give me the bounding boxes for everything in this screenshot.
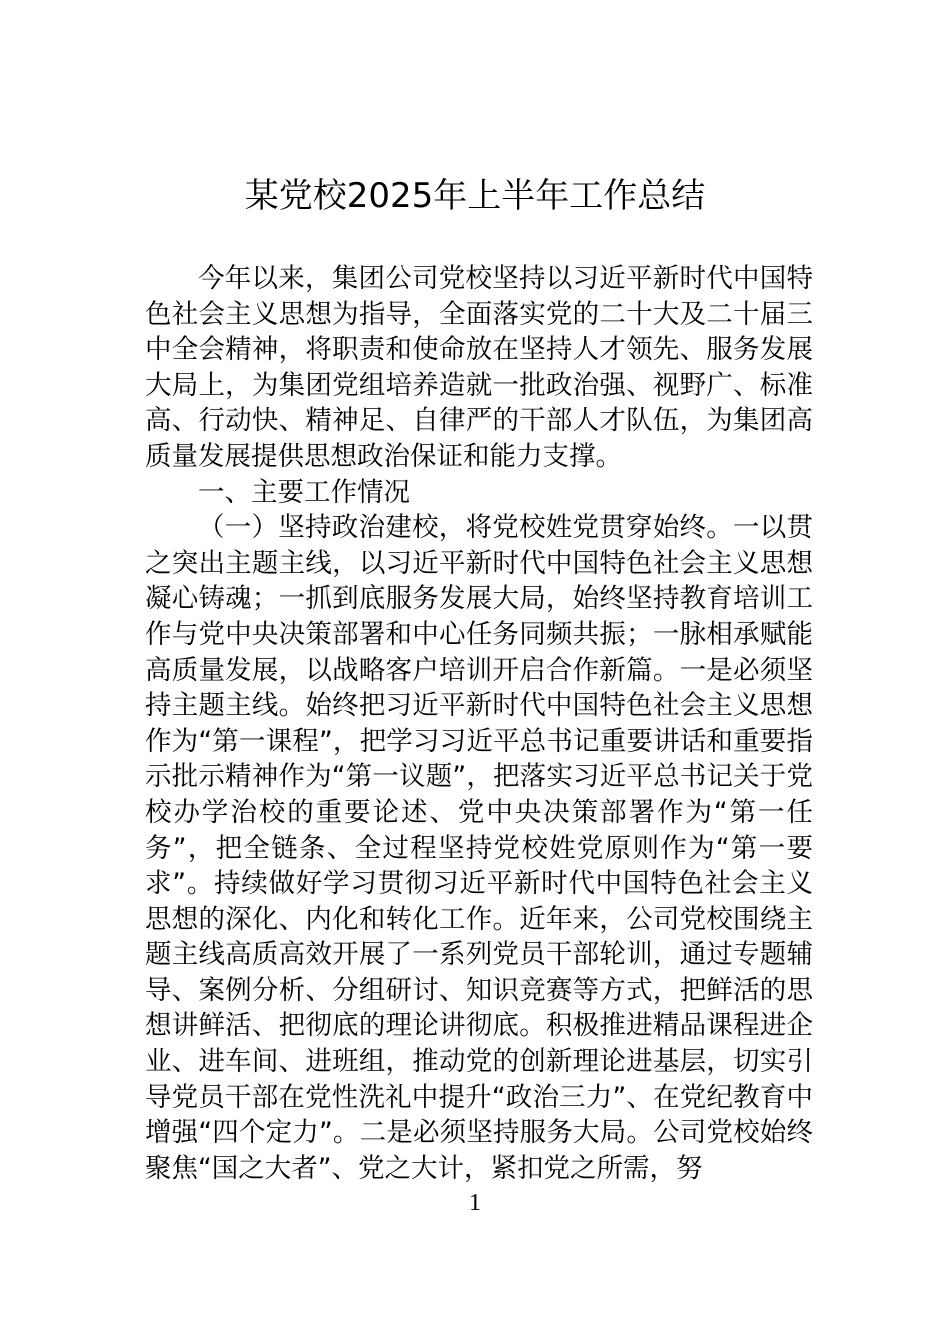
document-body bbox=[145, 261, 813, 1186]
section-heading: 一、主要工作情况 bbox=[198, 476, 410, 508]
intro-paragraph: 今年以来，集团公司党校坚持以习近平新时代中国特色社会主义思想为指导，全面落实党的二十大及二十届三中全会精神，将职责和使命放在坚持人才领先、服务发展大局上，为集团党组培养造就一批政治强、视野广、标准高、行动快、精神足、自律严的干部人才队伍，为集团高质量发展提供思想政治保证和能力支撑。 bbox=[145, 263, 813, 472]
section-paragraph: （一）坚持政治建校，将党校姓党贯穿始终。一以贯之突出主题主线，以习近平新时代中国特色社会主义思想凝心铸魂；一抓到底服务发展大局，始终坚持教育培训工作与党中央决策部署和中心任务同频共振；一脉相承赋能高质量发展，以战略客户培训开启合作新篇。一是必须坚持主题主线。始终把习近平新时代中国特色社会主义思想作为“第一课程”，把学习习近平总书记重要讲话和重要指示批示精神作为“第一议题”，把落实习近平总书记关于党校办学治校的重要论述、党中央决策部署作为“第一任务”，把全链条、全过程坚持党校姓党原则作为“第一要求”。持续做好学习贯彻习近平新时代中国特色社会主义思想的深化、内化和转化工作。近年来，公司党校围绕主题主线高质高效开展了一系列党员干部轮训，通过专题辅导、案例分析、分组研讨、知识竞赛等方式，把鲜活的思想讲鲜活、把彻底的理论讲彻底。积极推进精品课程进企业、进车间、进班组，推动党的创新理论进基层，切实引导党员干部在党性洗礼中提升“政治三力”、在党纪教育中增强“四个定力”。二是必须坚持服务大局。公司党校始终聚焦“国之大者”、党之大计，紧扣党之所需，努 bbox=[145, 512, 813, 1184]
page-number: 1 bbox=[469, 1190, 481, 1216]
document-title: 某党校2025年上半年工作总结 bbox=[244, 176, 706, 216]
